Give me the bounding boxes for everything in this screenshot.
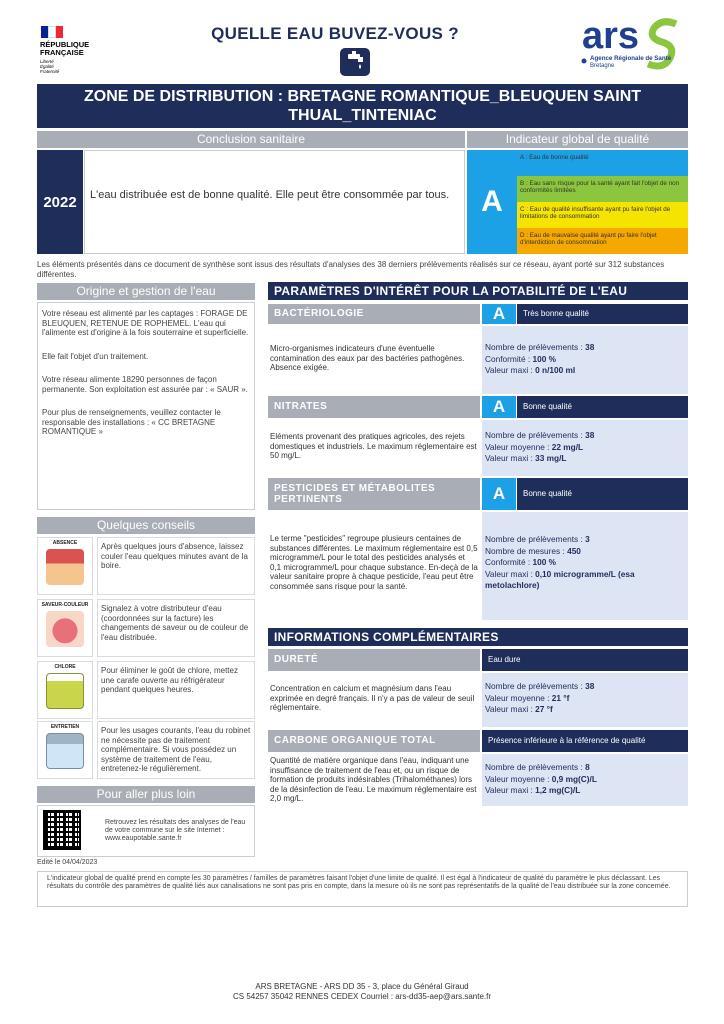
durete-values: Nombre de prélèvements : 38 Valeur moyenne : 21 °f Valeur maxi : 27 °f [482, 673, 688, 727]
year-badge: 2022 [37, 150, 83, 254]
pesticides-quality: Bonne qualité [517, 478, 688, 510]
origin-paragraph-2: Elle fait l'objet d'un traitement. [42, 351, 149, 361]
durete-quality: Eau dure [482, 649, 688, 671]
advice-heading: Quelques conseils [37, 517, 255, 534]
nitrates-description: Eléments provenant des pratiques agricoles, des rejets domestiques et industriels. Le maximum réglementaire est 50 mg/L. [270, 432, 477, 460]
nitrates-values: Nombre de prélèvements : 38 Valeur moyenne : 22 mg/L Valeur maxi : 33 mg/L [482, 420, 688, 476]
advice-text: Pour les usages courants, l'eau du robinet ne nécessite pas de traitement complémentaire. Si vous possédez un système de traitement de l'eau, entretenez-le régulièrement. [97, 721, 255, 779]
advice-text: Pour éliminer le goût de chlore, mettez une carafe ouverte au réfrigérateur pendant quelques heures. [97, 661, 255, 719]
advice-item-entretien [37, 721, 255, 781]
conclusion-text: L'eau distribuée est de bonne qualité. Elle peut être consommée par tous. [84, 150, 465, 254]
origin-paragraph-1: Votre réseau est alimenté par les captages : FORAGE DE BLEUQUEN, RETENUE DE ROPHEMEL. L'eau qui l'alimente est d'origine à la fois souterraine et superficielle. [42, 309, 249, 337]
advice-text: Signalez à votre distributeur d'eau (coordonnées sur la facture) les changements de saveur ou de couleur de l'eau distribuée. [97, 599, 255, 657]
bacterio-values: Nombre de prélèvements : 38 Conformité : 100 % Valeur maxi : 0 n/100 ml [482, 326, 688, 394]
ars-region: Bretagne [590, 63, 615, 69]
advice-label: CHLORE [54, 664, 76, 670]
advice-label: ABSENCE [52, 540, 78, 546]
legend-grade-a: A : Eau de bonne qualité [517, 150, 688, 176]
legend-grade-c: C : Eau de qualité insuffisante ayant pu faire l'objet de limitations de consommation [517, 202, 688, 228]
tasting-icon [37, 599, 93, 657]
advice-item-chlore [37, 661, 255, 721]
footer-address: ARS BRETAGNE - ARS DD 35 - 3, place du Général Giraud [255, 982, 469, 991]
carbone-title: CARBONE ORGANIQUE TOTAL [268, 730, 480, 752]
origin-paragraph-4: Pour plus de renseignements, veuillez contacter le responsable des installations : « CC BRETAGNE ROMANTIQUE » [42, 408, 221, 436]
advice-item-absence [37, 537, 255, 597]
pesticides-description: Le terme "pesticides" regroupe plusieurs centaines de substances différentes. Le maximum réglementaire est 0,5 microgramme/L pour le total des pesticides analysés et 0,1 microgramme/L pour chaque substance. En-deçà de la valeur sanitaire propre à chaque pesticide, l'eau peut être consommée sans risque pour la santé. [270, 534, 478, 591]
bacterio-title: BACTÉRIOLOGIE [268, 304, 480, 324]
ars-logo [578, 14, 690, 80]
ars-agency-name: Agence Régionale de Santé [590, 55, 672, 62]
advice-label: ENTRETIEN [50, 724, 80, 730]
more-heading: Pour aller plus loin [37, 786, 255, 803]
more-text: Retrouvez les résultats des analyses de l'eau de votre commune sur le site Internet : www.eaupotable.sante.fr [105, 819, 246, 842]
advice-text: Après quelques jours d'absence, laissez couler l'eau quelques minutes avant de la boire. [97, 537, 255, 595]
qr-code-icon[interactable] [43, 810, 81, 850]
parameters-heading: PARAMÈTRES D'INTÉRÊT POUR LA POTABILITÉ DE L'EAU [268, 282, 688, 300]
legend-grade-d: D : Eau de mauvaise qualité ayant pu faire l'objet d'interdiction de consommation [517, 228, 688, 254]
global-quality-grade: A [467, 150, 517, 254]
origin-paragraph-3: Votre réseau alimente 18290 personnes de façon permanente. Son exploitation est assurée par : « SAUR ». [42, 375, 248, 394]
intro-text: Les éléments présentés dans ce document de synthèse sont issus des résultats d'analyses des 38 derniers prélèvements réalisés sur ce réseau, ayant porté sur 312 substances différentes. [37, 260, 665, 279]
footnote: L'indicateur global de qualité prend en compte les 30 paramètres / familles de paramètres faisant l'objet d'une limite de qualité. Il est égal à l'indicateur de qualité du paramètre le plus déclassant. Les résultats du contrôle des paramètres de qualité liés aux canalisations ne sont pas pris en compte, dans la mesure où ils ne sont pas représentatifs de la qualité de l'eau distribuée sur la zone concernée. [37, 871, 688, 907]
carbone-quality: Présence inférieure à la référence de qualité [482, 730, 688, 752]
pesticides-grade: A [482, 478, 516, 510]
origin-heading: Origine et gestion de l'eau [37, 283, 255, 300]
durete-title: DURETÉ [268, 649, 480, 671]
bacterio-grade: A [482, 304, 516, 324]
absence-icon [37, 537, 93, 595]
nitrates-quality: Bonne qualité [517, 396, 688, 418]
edit-date: Edité le 04/04/2023 [37, 859, 98, 866]
durete-description: Concentration en calcium et magnésium dans l'eau exprimée en degré français. Il n'y a pas de valeur de seuil réglementaire. [270, 684, 475, 712]
pesticides-title: PESTICIDES ET MÉTABOLITES PERTINENTS [268, 478, 480, 510]
carbone-values: Nombre de prélèvements : 8 Valeur moyenne : 0,9 mg(C)/L Valeur maxi : 1,2 mg(C)/L [482, 754, 688, 806]
republique-francaise-logo [40, 26, 110, 74]
legend-grade-b: B : Eau sans risque pour la santé ayant fait l'objet de non conformités limitées [517, 176, 688, 202]
pesticides-values: Nombre de prélèvements : 3 Nombre de mesures : 450 Conformité : 100 % Valeur maxi : 0,10 microgramme/L (esa metolachlore) [482, 512, 688, 620]
page-title: QUELLE EAU BUVEZ-VOUS ? [211, 24, 459, 43]
advice-label: SAVEUR-COULEUR [41, 602, 89, 608]
french-flag-icon [41, 26, 63, 38]
indicator-heading: Indicateur global de qualité [467, 131, 688, 148]
footer [150, 982, 574, 1002]
bacterio-quality: Très bonne qualité [517, 304, 688, 324]
chlorine-icon [37, 661, 93, 719]
distribution-zone-banner: ZONE DE DISTRIBUTION : BRETAGNE ROMANTIQUE_BLEUQUEN SAINT THUAL_TINTENIAC [37, 84, 688, 128]
nitrates-grade: A [482, 396, 516, 418]
republic-motto: Liberté Égalité Fraternité [40, 59, 60, 74]
advice-item-saveur-couleur [37, 599, 255, 659]
bacterio-description: Micro-organismes indicateurs d'une éventuelle contamination des eaux par des bactéries pathogènes. Absence exigée. [270, 344, 465, 372]
nitrates-title: NITRATES [268, 396, 480, 418]
water-filter-icon [37, 721, 93, 779]
water-tap-icon [340, 48, 370, 76]
carbone-description: Quantité de matière organique dans l'eau, indiquant une insuffisance de traitement de l'eau et, ou un risque de formation de produits indésirables (Trihalométhanes) lors de la désinfection de l'eau. Le maximum réglementaire est 2,0 mg/L. [270, 756, 477, 803]
origin-box [37, 302, 255, 510]
complementary-heading: INFORMATIONS COMPLÉMENTAIRES [268, 628, 688, 646]
footer-contact: CS 54257 35042 RENNES CEDEX Courriel : ars-dd35-aep@ars.sante.fr [232, 992, 492, 1001]
conclusion-heading: Conclusion sanitaire [37, 131, 465, 148]
republic-name: RÉPUBLIQUE FRANÇAISE [40, 40, 90, 57]
ars-logo-letters: ars [582, 15, 640, 57]
